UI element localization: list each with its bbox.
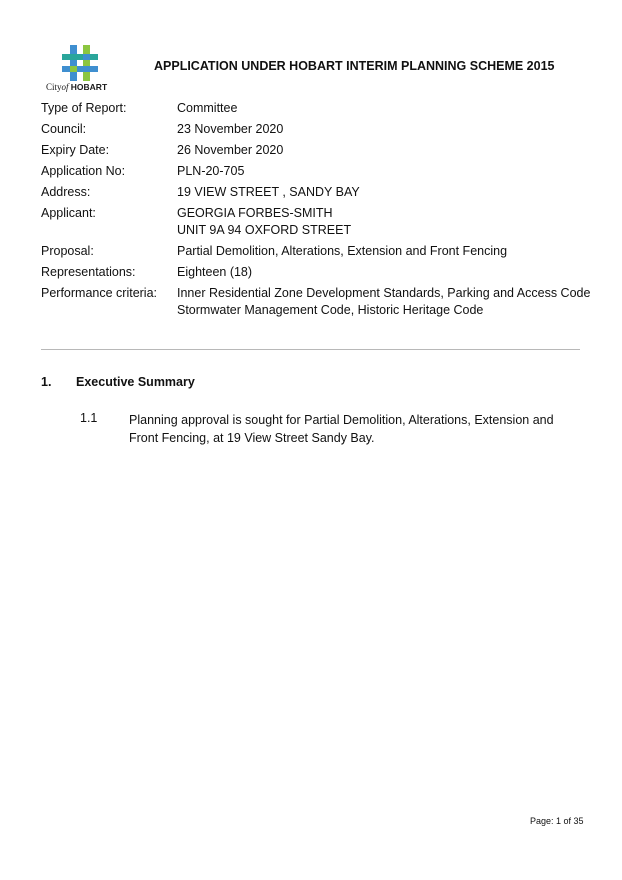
performance-criteria-line-1: Inner Residential Zone Development Standards, Parking and Access Code (177, 286, 591, 300)
application-no-row (41, 163, 586, 180)
address-value: 19 VIEW STREET , SANDY BAY (177, 185, 360, 199)
section-number: 1. (41, 375, 52, 389)
type-value: Committee (177, 101, 238, 115)
logo-wordmark: Cityof HOBART (46, 82, 108, 92)
proposal-label: Proposal: (41, 244, 94, 258)
applicant-address: UNIT 9A 94 OXFORD STREET (177, 223, 352, 237)
expiry-date-row (41, 142, 586, 159)
type-of-report-row (41, 100, 586, 117)
applicant-label: Applicant: (41, 206, 96, 220)
type-label: Type of Report: (41, 101, 127, 115)
document-title: APPLICATION UNDER HOBART INTERIM PLANNING SCHEME 2015 (154, 59, 555, 73)
city-of-hobart-logo (44, 42, 120, 98)
applicant-name: GEORGIA FORBES-SMITH (177, 206, 333, 220)
paragraph-number: 1.1 (80, 411, 98, 425)
performance-criteria-row (41, 285, 591, 319)
performance-criteria-line-2: Stormwater Management Code, Historic Heritage Code (177, 303, 484, 317)
application-no-value: PLN-20-705 (177, 164, 245, 178)
address-label: Address: (41, 185, 91, 199)
report-details (41, 100, 591, 319)
council-label: Council: (41, 122, 87, 136)
section-divider (41, 349, 580, 350)
performance-criteria-value (177, 285, 590, 319)
performance-criteria-label: Performance criteria: (41, 286, 158, 300)
council-value: 23 November 2020 (177, 122, 284, 136)
expiry-label: Expiry Date: (41, 143, 110, 157)
page-number: Page: 1 of 35 (530, 816, 584, 826)
representations-label: Representations: (41, 265, 136, 279)
section-heading: Executive Summary (76, 375, 195, 389)
applicant-value (177, 205, 586, 239)
council-row (41, 121, 586, 138)
address-row (41, 184, 586, 201)
proposal-value: Partial Demolition, Alterations, Extension and Front Fencing (177, 244, 508, 258)
expiry-value: 26 November 2020 (177, 143, 284, 157)
representations-row (41, 264, 586, 281)
applicant-row (41, 205, 586, 239)
application-no-label: Application No: (41, 164, 126, 178)
representations-value: Eighteen (18) (177, 265, 253, 279)
proposal-row (41, 243, 586, 260)
paragraph-text: Planning approval is sought for Partial Demolition, Alterations, Extension and Front Fencing, at 19 View Street Sandy Bay. (129, 413, 554, 445)
hobart-logo-mark-icon (62, 45, 98, 81)
